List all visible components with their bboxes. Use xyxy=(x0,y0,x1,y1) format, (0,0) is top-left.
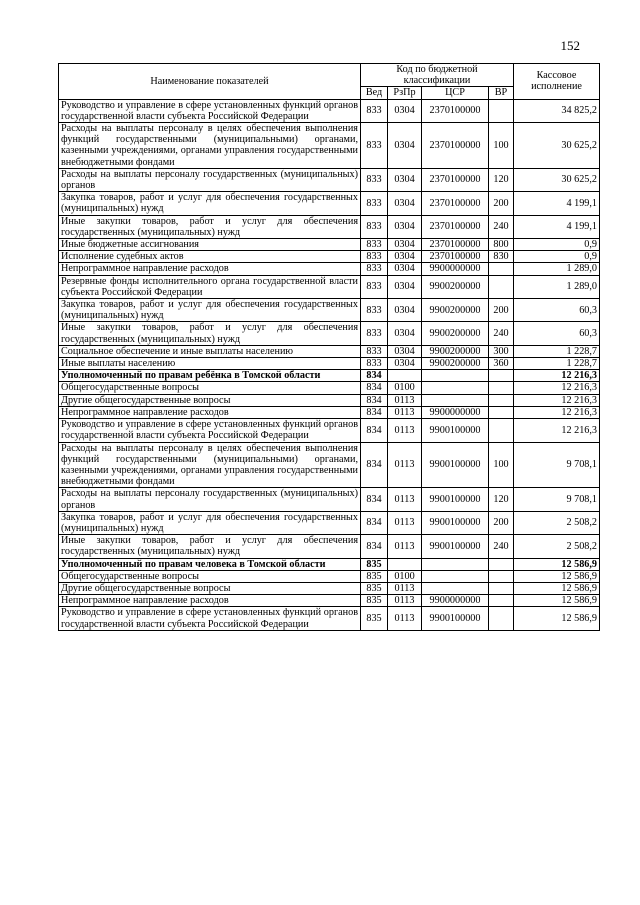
row-rzpr: 0100 xyxy=(388,382,422,394)
row-csr xyxy=(422,558,489,570)
row-csr: 9900100000 xyxy=(422,442,489,488)
row-csr xyxy=(422,382,489,394)
row-ved: 834 xyxy=(361,382,388,394)
row-rzpr: 0113 xyxy=(388,535,422,558)
table-row xyxy=(59,558,600,570)
row-ved: 835 xyxy=(361,558,388,570)
row-vr: 240 xyxy=(489,535,514,558)
row-amount: 2 508,2 xyxy=(514,511,600,534)
row-rzpr: 0304 xyxy=(388,358,422,370)
row-amount: 9 708,1 xyxy=(514,488,600,511)
table-row xyxy=(59,192,600,215)
row-csr: 2370100000 xyxy=(422,168,489,191)
row-ved: 833 xyxy=(361,263,388,275)
table-row xyxy=(59,168,600,191)
row-ved: 833 xyxy=(361,322,388,345)
table-row xyxy=(59,442,600,488)
row-ved: 834 xyxy=(361,394,388,406)
row-vr: 200 xyxy=(489,511,514,534)
row-csr: 2370100000 xyxy=(422,215,489,238)
row-vr xyxy=(489,382,514,394)
row-rzpr: 0304 xyxy=(388,215,422,238)
row-name: Иные закупки товаров, работ и услуг для обеспечения государственных (муниципальных) нужд xyxy=(59,535,361,558)
row-vr xyxy=(489,263,514,275)
header-vr: ВР xyxy=(489,87,514,99)
row-ved: 835 xyxy=(361,595,388,607)
row-ved: 834 xyxy=(361,442,388,488)
table-row xyxy=(59,251,600,263)
row-rzpr: 0113 xyxy=(388,406,422,418)
header-name: Наименование показателей xyxy=(59,64,361,100)
table-row xyxy=(59,419,600,442)
row-amount: 30 625,2 xyxy=(514,123,600,169)
row-vr: 120 xyxy=(489,488,514,511)
row-rzpr: 0304 xyxy=(388,99,422,122)
row-amount: 12 586,9 xyxy=(514,607,600,630)
row-vr: 300 xyxy=(489,345,514,357)
row-rzpr: 0113 xyxy=(388,607,422,630)
row-ved: 833 xyxy=(361,299,388,322)
row-name: Закупка товаров, работ и услуг для обеспечения государственных (муниципальных) нужд xyxy=(59,192,361,215)
row-amount: 12 216,3 xyxy=(514,370,600,382)
row-vr xyxy=(489,595,514,607)
row-name: Непрограммное направление расходов xyxy=(59,406,361,418)
row-name: Общегосударственные вопросы xyxy=(59,570,361,582)
row-rzpr xyxy=(388,558,422,570)
row-amount: 12 216,3 xyxy=(514,394,600,406)
row-csr: 9900100000 xyxy=(422,488,489,511)
table-row xyxy=(59,406,600,418)
row-csr: 2370100000 xyxy=(422,99,489,122)
row-name: Исполнение судебных актов xyxy=(59,251,361,263)
row-vr xyxy=(489,582,514,594)
row-vr: 100 xyxy=(489,123,514,169)
row-amount: 12 586,9 xyxy=(514,582,600,594)
table-row xyxy=(59,322,600,345)
row-amount: 1 228,7 xyxy=(514,345,600,357)
row-rzpr: 0304 xyxy=(388,299,422,322)
row-vr: 240 xyxy=(489,322,514,345)
row-name: Непрограммное направление расходов xyxy=(59,595,361,607)
row-name: Иные выплаты населению xyxy=(59,358,361,370)
row-vr xyxy=(489,394,514,406)
row-csr: 2370100000 xyxy=(422,123,489,169)
row-amount: 12 216,3 xyxy=(514,382,600,394)
row-name: Руководство и управление в сфере установленных функций органов государственной власти субъекта Российской Федерации xyxy=(59,99,361,122)
row-name: Уполномоченный по правам ребёнка в Томской области xyxy=(59,370,361,382)
row-name: Расходы на выплаты персоналу государственных (муниципальных) органов xyxy=(59,168,361,191)
row-ved: 834 xyxy=(361,511,388,534)
row-amount: 1 289,0 xyxy=(514,275,600,298)
row-amount: 1 289,0 xyxy=(514,263,600,275)
row-name: Руководство и управление в сфере установленных функций органов государственной власти субъекта Российской Федерации xyxy=(59,419,361,442)
table-row xyxy=(59,239,600,251)
row-name: Закупка товаров, работ и услуг для обеспечения государственных (муниципальных) нужд xyxy=(59,299,361,322)
row-amount: 34 825,2 xyxy=(514,99,600,122)
row-amount: 4 199,1 xyxy=(514,215,600,238)
row-name: Иные закупки товаров, работ и услуг для обеспечения государственных (муниципальных) нужд xyxy=(59,215,361,238)
row-vr xyxy=(489,607,514,630)
table-row xyxy=(59,511,600,534)
row-rzpr: 0304 xyxy=(388,263,422,275)
table-row xyxy=(59,607,600,630)
row-amount: 60,3 xyxy=(514,322,600,345)
row-vr xyxy=(489,570,514,582)
row-vr xyxy=(489,99,514,122)
row-rzpr: 0113 xyxy=(388,394,422,406)
row-rzpr: 0304 xyxy=(388,239,422,251)
row-amount: 12 586,9 xyxy=(514,558,600,570)
row-amount: 12 586,9 xyxy=(514,570,600,582)
table-row xyxy=(59,358,600,370)
row-name: Иные бюджетные ассигнования xyxy=(59,239,361,251)
table-row xyxy=(59,345,600,357)
row-rzpr: 0113 xyxy=(388,419,422,442)
row-csr: 9900100000 xyxy=(422,419,489,442)
row-ved: 834 xyxy=(361,488,388,511)
row-ved: 833 xyxy=(361,358,388,370)
row-csr xyxy=(422,582,489,594)
row-ved: 833 xyxy=(361,239,388,251)
row-name: Непрограммное направление расходов xyxy=(59,263,361,275)
table-row xyxy=(59,394,600,406)
row-amount: 30 625,2 xyxy=(514,168,600,191)
row-vr: 200 xyxy=(489,299,514,322)
row-ved: 833 xyxy=(361,345,388,357)
table-row xyxy=(59,570,600,582)
row-ved: 834 xyxy=(361,535,388,558)
row-vr xyxy=(489,558,514,570)
table-row xyxy=(59,382,600,394)
row-ved: 833 xyxy=(361,123,388,169)
row-rzpr: 0304 xyxy=(388,322,422,345)
row-rzpr: 0113 xyxy=(388,582,422,594)
header-csr: ЦСР xyxy=(422,87,489,99)
row-csr: 2370100000 xyxy=(422,251,489,263)
row-name: Закупка товаров, работ и услуг для обеспечения государственных (муниципальных) нужд xyxy=(59,511,361,534)
row-name: Резервные фонды исполнительного органа государственной власти субъекта Российской Федерации xyxy=(59,275,361,298)
table-row xyxy=(59,595,600,607)
row-rzpr: 0113 xyxy=(388,442,422,488)
row-rzpr: 0304 xyxy=(388,345,422,357)
row-name: Общегосударственные вопросы xyxy=(59,382,361,394)
row-name: Расходы на выплаты персоналу в целях обеспечения выполнения функций государственными (муниципальными) органами, казенными учреждениями, органами управления государственными внебюджетными фондами xyxy=(59,123,361,169)
table-row xyxy=(59,535,600,558)
row-ved: 833 xyxy=(361,215,388,238)
row-amount: 9 708,1 xyxy=(514,442,600,488)
row-rzpr: 0304 xyxy=(388,192,422,215)
row-amount: 1 228,7 xyxy=(514,358,600,370)
row-rzpr: 0304 xyxy=(388,251,422,263)
row-vr: 120 xyxy=(489,168,514,191)
table-row xyxy=(59,275,600,298)
row-csr xyxy=(422,370,489,382)
header-rzpr: РзПр xyxy=(388,87,422,99)
row-ved: 833 xyxy=(361,251,388,263)
row-csr: 9900000000 xyxy=(422,263,489,275)
row-name: Уполномоченный по правам человека в Томской области xyxy=(59,558,361,570)
row-vr: 240 xyxy=(489,215,514,238)
row-vr xyxy=(489,275,514,298)
row-amount: 0,9 xyxy=(514,251,600,263)
row-rzpr: 0304 xyxy=(388,275,422,298)
row-rzpr: 0304 xyxy=(388,168,422,191)
table-row xyxy=(59,370,600,382)
row-name: Социальное обеспечение и иные выплаты населению xyxy=(59,345,361,357)
row-rzpr: 0113 xyxy=(388,511,422,534)
row-csr: 9900000000 xyxy=(422,595,489,607)
row-ved: 834 xyxy=(361,370,388,382)
row-ved: 833 xyxy=(361,275,388,298)
row-amount: 4 199,1 xyxy=(514,192,600,215)
row-vr: 100 xyxy=(489,442,514,488)
budget-execution-table xyxy=(58,63,600,631)
row-ved: 833 xyxy=(361,192,388,215)
row-ved: 835 xyxy=(361,607,388,630)
row-rzpr: 0304 xyxy=(388,123,422,169)
row-csr xyxy=(422,394,489,406)
row-csr: 9900000000 xyxy=(422,406,489,418)
row-csr: 9900200000 xyxy=(422,299,489,322)
row-amount: 12 216,3 xyxy=(514,419,600,442)
row-vr xyxy=(489,406,514,418)
row-name: Другие общегосударственные вопросы xyxy=(59,582,361,594)
header-classification: Код по бюджетной классификации xyxy=(361,64,514,87)
header-ved: Вед xyxy=(361,87,388,99)
row-csr: 9900200000 xyxy=(422,358,489,370)
row-rzpr: 0100 xyxy=(388,570,422,582)
row-vr: 800 xyxy=(489,239,514,251)
row-ved: 834 xyxy=(361,419,388,442)
row-vr: 360 xyxy=(489,358,514,370)
row-name: Расходы на выплаты персоналу в целях обеспечения выполнения функций государственными (муниципальными) органами, казенными учреждениями, органами управления государственными внебюджетными фондами xyxy=(59,442,361,488)
row-rzpr xyxy=(388,370,422,382)
row-csr: 9900100000 xyxy=(422,607,489,630)
row-ved: 835 xyxy=(361,582,388,594)
row-csr: 9900200000 xyxy=(422,345,489,357)
table-header xyxy=(59,64,600,100)
page-number: 152 xyxy=(560,38,580,53)
row-amount: 60,3 xyxy=(514,299,600,322)
table-body xyxy=(59,99,600,630)
table-row xyxy=(59,215,600,238)
table-row xyxy=(59,582,600,594)
table-row xyxy=(59,299,600,322)
row-vr: 200 xyxy=(489,192,514,215)
row-name: Руководство и управление в сфере установленных функций органов государственной власти субъекта Российской Федерации xyxy=(59,607,361,630)
header-execution: Кассовое исполнение xyxy=(514,64,600,100)
row-amount: 12 216,3 xyxy=(514,406,600,418)
row-ved: 833 xyxy=(361,168,388,191)
row-rzpr: 0113 xyxy=(388,488,422,511)
row-csr: 9900100000 xyxy=(422,535,489,558)
table-row xyxy=(59,263,600,275)
row-csr: 2370100000 xyxy=(422,192,489,215)
row-vr xyxy=(489,419,514,442)
row-amount: 2 508,2 xyxy=(514,535,600,558)
row-name: Расходы на выплаты персоналу государственных (муниципальных) органов xyxy=(59,488,361,511)
row-csr: 9900200000 xyxy=(422,275,489,298)
row-rzpr: 0113 xyxy=(388,595,422,607)
row-csr xyxy=(422,570,489,582)
row-ved: 835 xyxy=(361,570,388,582)
row-csr: 9900200000 xyxy=(422,322,489,345)
row-name: Другие общегосударственные вопросы xyxy=(59,394,361,406)
row-amount: 12 586,9 xyxy=(514,595,600,607)
row-ved: 833 xyxy=(361,99,388,122)
table-row xyxy=(59,488,600,511)
row-csr: 9900100000 xyxy=(422,511,489,534)
row-vr: 830 xyxy=(489,251,514,263)
table-row xyxy=(59,99,600,122)
row-vr xyxy=(489,370,514,382)
row-amount: 0,9 xyxy=(514,239,600,251)
table-row xyxy=(59,123,600,169)
row-ved: 834 xyxy=(361,406,388,418)
row-csr: 2370100000 xyxy=(422,239,489,251)
row-name: Иные закупки товаров, работ и услуг для обеспечения государственных (муниципальных) нужд xyxy=(59,322,361,345)
